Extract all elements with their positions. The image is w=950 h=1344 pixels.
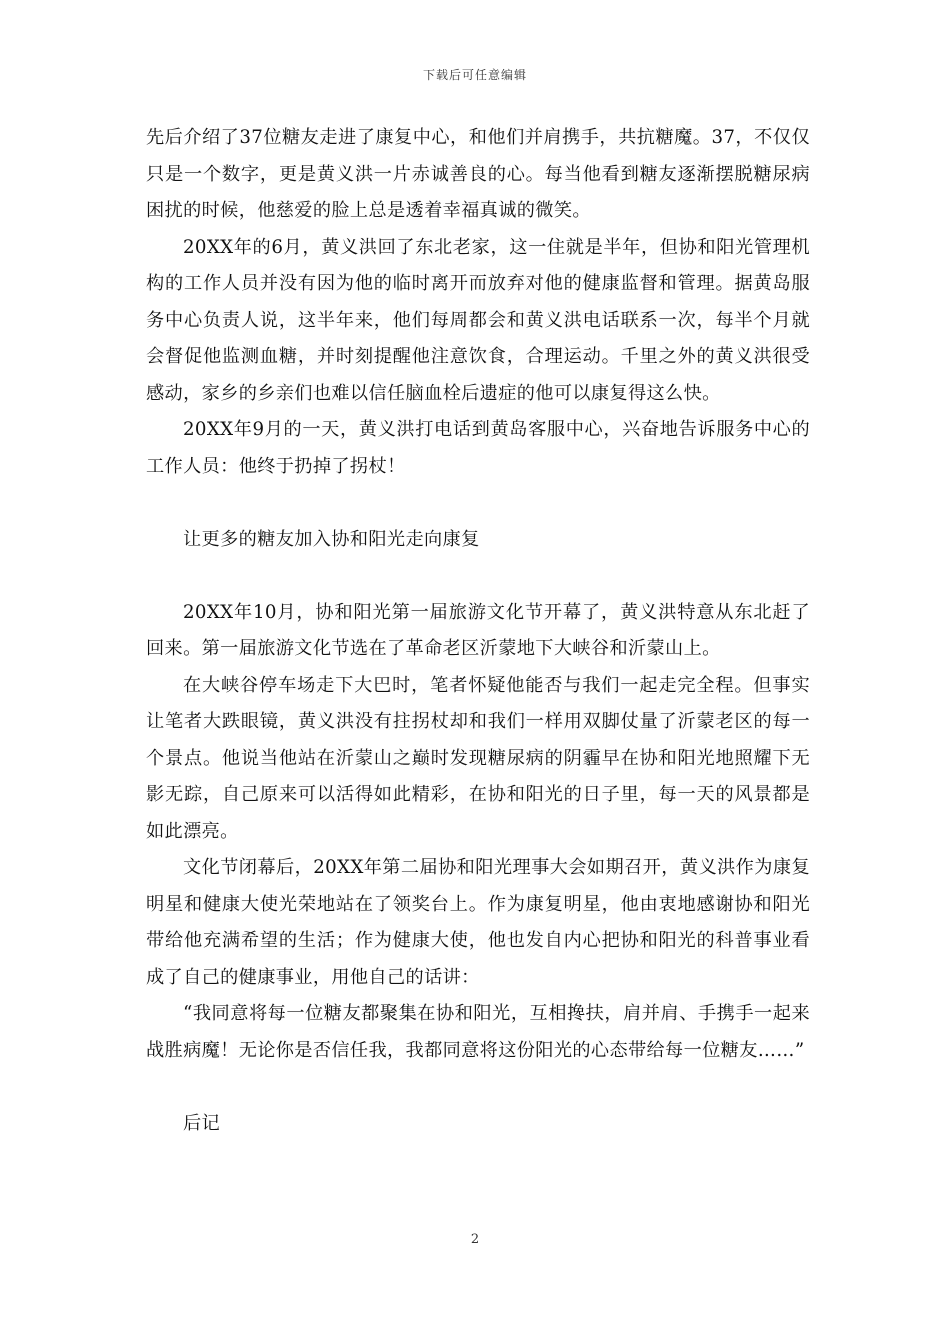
section-heading: 让更多的糖友加入协和阳光走向康复 xyxy=(183,528,480,550)
blank-line xyxy=(146,1069,810,1106)
paragraph-quote: “我同意将每一位糖友都聚集在协和阳光，互相搀扶，肩并肩、手携手一起来战胜病魔！无论你是否信任我，我都同意将这份阳光的心态带给每一位糖友……” xyxy=(146,1003,810,1061)
paragraph-june-return: 20XX年的6月，黄义洪回了东北老家，这一住就是半年，但协和阳光管理机构的工作人员并没有因为他的临时离开而放弃对他的健康监督和管理。据黄岛服务中心负责人说，这半年来，他们每周都会和黄义洪电话联系一次，每半个月就会督促他监测血糖，并时刻提醒他注意饮食，合理运动。千里之外的黄义洪很受感动，家乡的乡亲们也难以信任脑血栓后遗症的他可以康复得这么快。 xyxy=(146,236,810,404)
page-header: 下载后可任意编辑 xyxy=(422,68,527,82)
document-body xyxy=(146,120,810,1142)
paragraph-canyon-trip: 在大峡谷停车场走下大巴时，笔者怀疑他能否与我们一起走完全程。但事实让笔者大跌眼镜，黄义洪没有拄拐杖却和我们一样用双脚仗量了沂蒙老区的每一个景点。他说当他站在沂蒙山之巅时发现糖尿病的阴霾早在协和阳光地照耀下无影无踪，自己原来可以活得如此精彩，在协和阳光的日子里，每一天的风景都是如此漂亮。 xyxy=(146,674,810,842)
blank-line xyxy=(146,558,810,595)
paragraph-september-call: 20XX年9月的一天，黄义洪打电话到黄岛客服中心，兴奋地告诉服务中心的工作人员：他终于扔掉了拐杖！ xyxy=(146,419,810,477)
paragraph-culture-festival: 20XX年10月，协和阳光第一届旅游文化节开幕了，黄义洪特意从东北赶了回来。第一届旅游文化节选在了革命老区沂蒙地下大峡谷和沂蒙山上。 xyxy=(146,601,810,659)
paragraph-council-meeting: 文化节闭幕后，20XX年第二届协和阳光理事大会如期召开，黄义洪作为康复明星和健康大使光荣地站在了领奖台上。作为康复明星，他由衷地感谢协和阳光带给他充满希望的生活；作为健康大使，他也发自内心把协和阳光的科普事业看成了自己的健康事业，用他自己的话讲： xyxy=(146,857,810,988)
blank-line xyxy=(146,485,810,522)
page-number: 2 xyxy=(470,1232,480,1247)
afterword-heading: 后记 xyxy=(183,1112,221,1134)
paragraph-continuation: 先后介绍了37位糖友走进了康复中心，和他们并肩携手，共抗糖魔。37，不仅仅只是一个数字，更是黄义洪一片赤诚善良的心。每当他看到糖友逐渐摆脱糖尿病困扰的时候，他慈爱的脸上总是透着幸福真诚的微笑。 xyxy=(146,127,810,221)
